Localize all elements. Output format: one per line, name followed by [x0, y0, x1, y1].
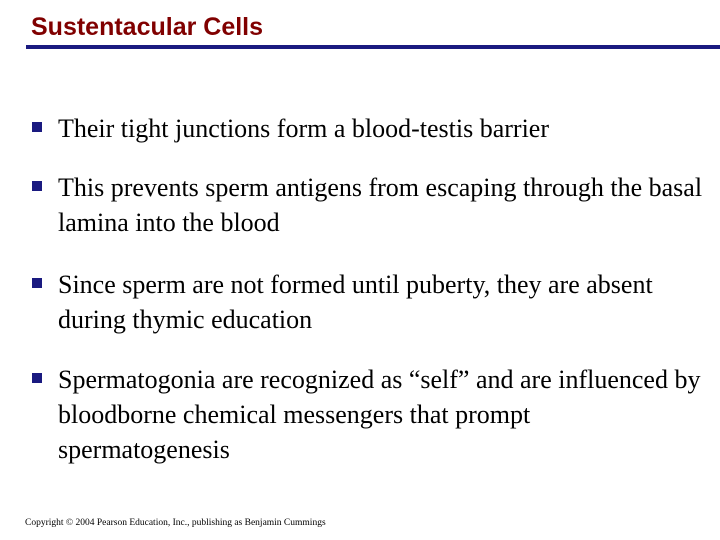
bullet-item	[58, 111, 708, 146]
square-bullet-icon	[32, 122, 42, 132]
title-underline	[26, 45, 720, 49]
square-bullet-icon	[32, 181, 42, 191]
bullet-item	[58, 170, 708, 240]
bullet-item	[58, 362, 708, 467]
copyright-footer: Copyright © 2004 Pearson Education, Inc., publishing as Benjamin Cummings	[25, 518, 326, 528]
bullet-text: Spermatogonia are recognized as “self” and are influenced by bloodborne chemical messengers that prompt spermatogenesis	[58, 365, 701, 464]
slide-title: Sustentacular Cells	[31, 13, 264, 41]
bullet-text: Since sperm are not formed until puberty, they are absent during thymic education	[58, 270, 653, 334]
bullet-item	[58, 267, 708, 337]
bullet-text: This prevents sperm antigens from escaping through the basal lamina into the blood	[58, 173, 703, 237]
square-bullet-icon	[32, 373, 42, 383]
bullet-text: Their tight junctions form a blood-testis barrier	[58, 114, 549, 143]
square-bullet-icon	[32, 278, 42, 288]
